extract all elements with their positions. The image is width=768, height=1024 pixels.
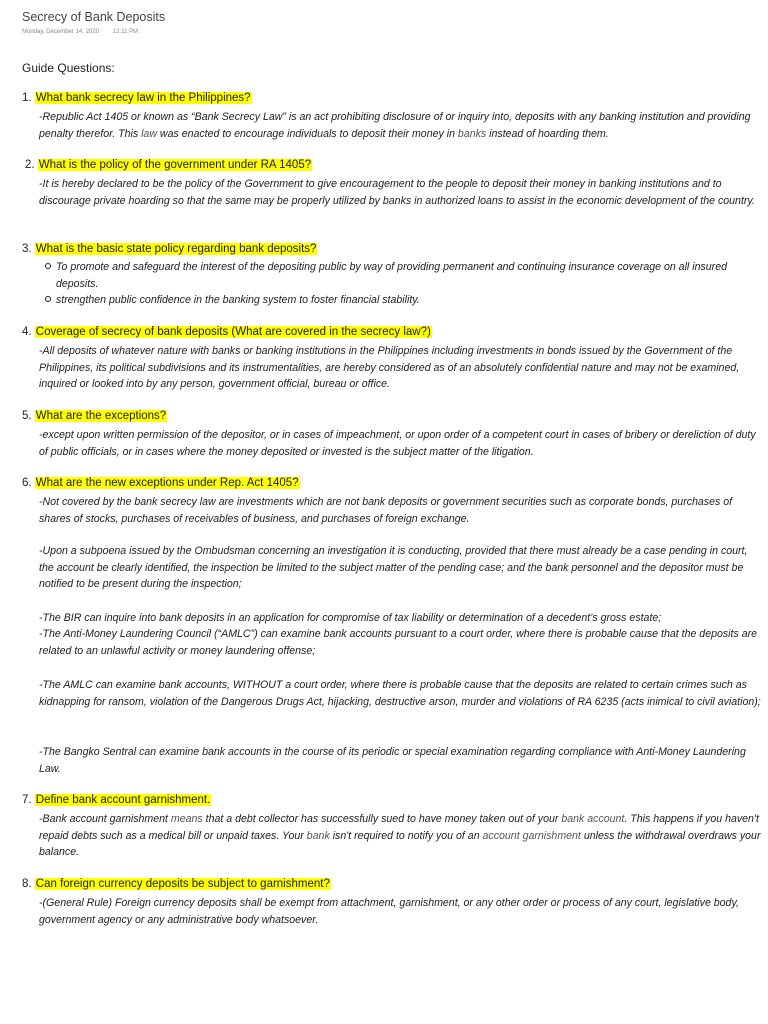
question-number: 6.	[22, 477, 32, 489]
link-bank[interactable]: bank	[306, 829, 330, 842]
question-4	[22, 326, 432, 338]
question-number: 5.	[22, 410, 32, 422]
question-number: 8.	[22, 878, 32, 890]
question-7	[22, 794, 211, 806]
answer-6-paragraph-4: -The Anti-Money Laundering Council (“AMLC”) can examine bank accounts pursuant to a court order, where there is probable cause that the deposits are related to an unlawful activity or money laundering offense;	[39, 628, 758, 657]
question-1	[22, 92, 252, 104]
link-account-garnishment[interactable]: account garnishment	[482, 829, 581, 842]
answer-text: . This happens if you haven't repaid debts such as a medical bill or unpaid taxes. Your	[39, 813, 759, 842]
question-number: 4.	[22, 326, 32, 338]
answer-text: unless the withdrawal overdraws your balance.	[39, 829, 761, 859]
question-6	[22, 477, 300, 489]
bullet-item	[45, 259, 745, 292]
question-3	[22, 243, 317, 255]
page-metadata	[22, 29, 138, 35]
bullet-circle-icon	[45, 263, 51, 269]
answer-8: -(General Rule) Foreign currency deposits shall be exempt from attachment, garnishment, or any other order or process of any court, legislative body, government agency or any administrative body whatsoever.	[39, 897, 739, 926]
answer-7	[39, 811, 762, 861]
question-text-highlighted: What are the exceptions?	[35, 410, 167, 422]
answer-text: isn't required to notify you of an	[329, 829, 483, 842]
question-text-highlighted: What is the basic state policy regarding bank deposits?	[35, 243, 317, 255]
answer-4: -All deposits of whatever nature with banks or banking institutions in the Philippines including investments in bonds issued by the Government of the Philippines, its political subdivisions and its instrumentalities, are hereby considered as of an absolutely confidential nature and may not be examined, inquired or looked into by any person, government official, bureau or office.	[39, 345, 740, 391]
question-number: 7.	[22, 794, 32, 806]
link-means[interactable]: means	[170, 813, 203, 825]
bullet-text: strengthen public confidence in the banking system to foster financial stability.	[56, 294, 420, 306]
answer-text: instead of hoarding them.	[486, 127, 609, 140]
page-time: 12:11 PM	[112, 29, 139, 35]
bullet-text: To promote and safeguard the interest of the depositing public by way of providing permanent and continuing insurance coverage on all insured deposits.	[56, 261, 727, 290]
link-bank-account[interactable]: bank account	[561, 813, 625, 825]
question-text-highlighted: What are the new exceptions under Rep. Act 1405?	[35, 477, 299, 489]
link-banks[interactable]: banks	[457, 127, 487, 140]
answer-6-paragraph-3: -The BIR can inquire into bank deposits in an application for compromise of tax liability or determination of a decedent’s gross estate;	[39, 612, 662, 624]
answer-text: -Not covered by the bank secrecy law are investments which are not bank deposits or government securities such as corporate bonds, purchases of shares of stocks, purchases of receivables of business, and purchases of foreign exchange	[39, 496, 733, 525]
answer-text: was enacted to encourage individuals to deposit their money in	[156, 127, 458, 140]
answer-text: .	[466, 512, 470, 525]
answer-2: -It is hereby declared to be the policy of the Government to give encouragement to the people to deposit their money in banking institutions and to discourage private hoarding so that the same may be properly utilized by banks in authorized loans to assist in the economic development of the country.	[39, 178, 755, 207]
answer-5: -except upon written permission of the depositor, or in cases of impeachment, or upon order of a competent court in cases of bribery or dereliction of duty of public officials, or in cases where the money deposited or invested is the subject matter of the litigation.	[39, 429, 756, 458]
question-text-highlighted: Coverage of secrecy of bank deposits (What are covered in the secrecy law?)	[35, 326, 431, 338]
bullet-circle-icon	[45, 296, 51, 302]
question-number: 3.	[22, 243, 32, 255]
answer-1	[39, 109, 762, 142]
page-title: Secrecy of Bank Deposits	[22, 10, 166, 24]
page-date: Monday, December 14, 2020	[22, 29, 99, 35]
link-law[interactable]: law	[141, 127, 157, 140]
answer-6-paragraph-6: -The Bangko Sentral can examine bank accounts in the course of its periodic or special examination regarding compliance with Anti-Money Laundering Law.	[39, 746, 746, 775]
question-number: 1.	[22, 92, 32, 104]
question-number: 2.	[25, 159, 35, 171]
question-8	[22, 878, 331, 890]
answer-text: -Bank account garnishment	[39, 813, 171, 825]
guide-questions-heading: Guide Questions:	[22, 61, 115, 75]
question-5	[22, 410, 167, 422]
question-text-highlighted: What is the policy of the government under RA 1405?	[38, 159, 312, 171]
question-text-highlighted: What bank secrecy law in the Philippines?	[35, 92, 251, 104]
answer-text: that a debt collector has successfully sued to have money taken out of your	[202, 813, 562, 825]
bullet-item	[45, 292, 745, 309]
answer-6-paragraph-2: -Upon a subpoena issued by the Ombudsman concerning an investigation it is conducting, provided that there must already be a case pending in court, the account be clearly identified, the inspection be limited to the subject matter of the pending case; and the bank personnel and the depositor must be notified to be present during the inspection;	[39, 545, 748, 591]
answer-6-paragraph-1	[39, 494, 762, 527]
question-text-highlighted: Can foreign currency deposits be subject to garnishment?	[35, 878, 330, 890]
answer-text: -Republic Act 1405 or known as “Bank Secrecy Law” is an act prohibiting disclosure of or inquiry into, deposits with any banking institution and providing penalty therefor. This	[39, 111, 751, 140]
question-2	[25, 159, 312, 171]
question-text-highlighted: Define bank account garnishment.	[35, 794, 211, 806]
answer-6-paragraph-5: -The AMLC can examine bank accounts, WITHOUT a court order, where there is probable cause that the deposits are related to certain crimes such as kidnapping for ransom, violation of the Dangerous Drugs Act, hijacking, destructive arson, murder and violations of RA 6235 (acts inimical to civil aviation);	[39, 679, 761, 708]
